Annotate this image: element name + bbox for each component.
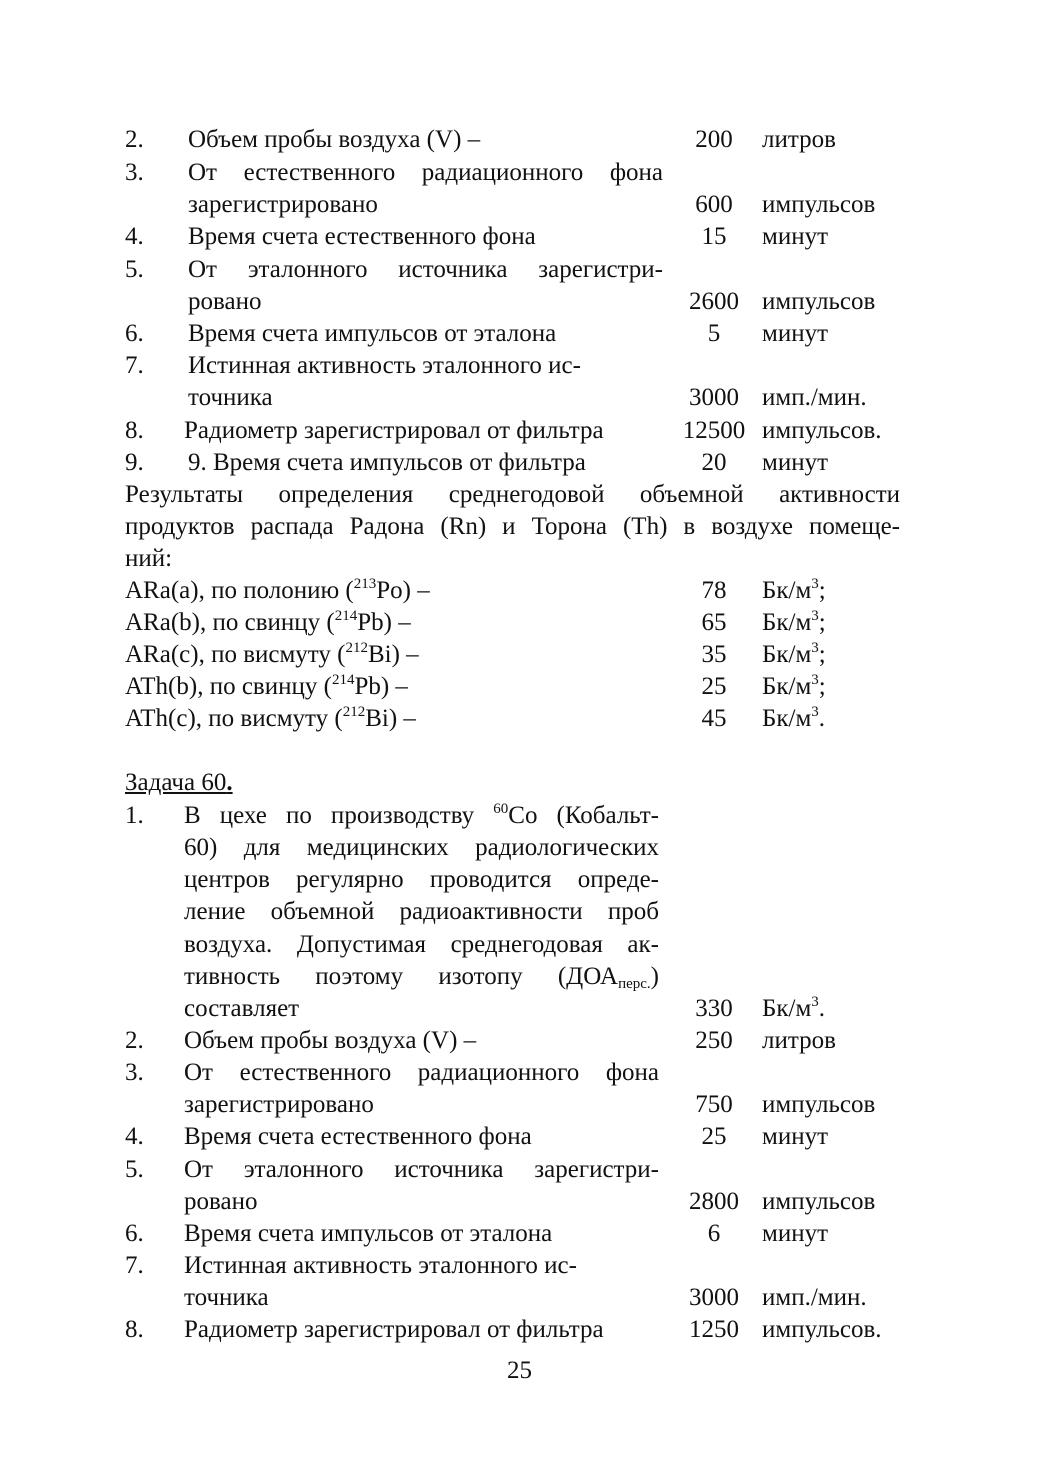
list-item-continuation — [0, 382, 1039, 414]
item-number: 4. — [125, 1123, 144, 1150]
item-number: 3. — [125, 1059, 144, 1086]
result-unit: $Бк/м^3$. — [762, 704, 826, 732]
list-item-continuation — [0, 832, 1039, 864]
item-text: Объем пробы воздуха (V) – — [188, 126, 481, 153]
list-item — [0, 350, 1039, 382]
list-item — [0, 318, 1039, 350]
item-text: От естественного радиационного фона — [184, 1059, 659, 1086]
results-intro — [125, 479, 900, 575]
result-label: ARa(a), по полонию ($^{213}$Po) – — [125, 576, 430, 604]
item-text: Радиометр зарегистрировал от фильтра — [184, 417, 604, 444]
list-item — [0, 1154, 1039, 1186]
item-value: 25 — [701, 1123, 727, 1150]
item-text: составляет — [184, 995, 300, 1022]
item-text: центров регулярно проводится опреде- — [184, 866, 659, 893]
item-unit: минут — [762, 320, 829, 347]
item-text: Истинная активность эталонного ис- — [188, 352, 581, 379]
item-value: 750 — [695, 1091, 733, 1118]
result-row — [0, 703, 1039, 735]
paragraph-line: продуктов распада Радона (Rn) и Торона (Th) в воздухе помеще- — [125, 513, 900, 540]
item-number: 4. — [125, 223, 144, 250]
list-item-continuation — [0, 286, 1039, 318]
item-text: Время счета импульсов от эталона — [188, 320, 557, 347]
item-unit: импульсов. — [762, 1316, 882, 1343]
item-value: 15 — [701, 223, 727, 250]
list-item-continuation — [0, 1186, 1039, 1218]
list-item — [0, 800, 1039, 832]
item-unit: импульсов — [762, 288, 876, 315]
item-number: 8. — [125, 417, 144, 444]
item-unit: импульсов — [762, 1091, 876, 1118]
item-unit: имп./мин. — [762, 384, 867, 411]
result-unit: $Бк/м^3$; — [762, 608, 826, 636]
item-text: Радиометр зарегистрировал от фильтра — [184, 1316, 604, 1343]
item-number: 8. — [125, 1316, 144, 1343]
item-value: 250 — [695, 1027, 733, 1054]
list-item-continuation — [0, 993, 1039, 1025]
item-text: От естественного радиационного фона — [188, 159, 663, 186]
item-text: От эталонного источника зарегистри- — [188, 256, 663, 283]
result-value: 78 — [701, 577, 727, 604]
result-value: 25 — [701, 673, 727, 700]
list-item-continuation — [0, 1089, 1039, 1121]
item-value: 600 — [695, 191, 733, 218]
item-unit: импульсов — [762, 1188, 876, 1215]
list-item — [0, 415, 1039, 447]
item-text: Время счета импульсов от эталона — [184, 1220, 553, 1247]
result-value: 35 — [701, 641, 727, 668]
result-row — [0, 607, 1039, 639]
item-text: зарегистрировано — [184, 1091, 374, 1118]
list-item — [0, 1314, 1039, 1346]
list-item — [0, 1025, 1039, 1057]
result-label: ARa(b), по свинцу ($^{214}$Pb) – — [125, 608, 411, 636]
list-item — [0, 1250, 1039, 1282]
task-title: Задача 60. — [125, 769, 233, 796]
item-unit: минут — [762, 223, 829, 250]
list-item-continuation — [0, 864, 1039, 896]
paragraph-line: Результаты определения среднегодовой объемной активности — [125, 481, 900, 508]
result-label: ATh(c), по висмуту ($^{212}$Bi) – — [125, 704, 416, 732]
item-text: ровано — [188, 288, 262, 315]
list-item-continuation — [0, 1282, 1039, 1314]
item-text: точника — [184, 1284, 269, 1311]
result-row — [0, 575, 1039, 607]
item-text: зарегистрировано — [188, 191, 378, 218]
item-text: воздуха. Допустимая среднегодовая ак- — [184, 931, 659, 958]
item-number: 6. — [125, 320, 144, 347]
list-item-continuation — [0, 189, 1039, 221]
item-text: тивность поэтому изотопу $(ДОА_{перс.})$ — [184, 963, 659, 992]
list-item — [0, 124, 1039, 156]
item-text: 9. Время счета импульсов от фильтра — [188, 449, 586, 476]
item-value: 1250 — [689, 1316, 739, 1343]
item-number: 2. — [125, 1027, 144, 1054]
item-value: 330 — [695, 995, 733, 1022]
item-unit: имп./мин. — [762, 1284, 867, 1311]
item-text: точника — [188, 384, 273, 411]
list-item-continuation — [0, 896, 1039, 928]
list-item — [0, 1121, 1039, 1153]
item-number: 2. — [125, 126, 144, 153]
result-value: 45 — [701, 705, 727, 732]
page-footer — [0, 1355, 1039, 1387]
item-value: 3000 — [689, 384, 739, 411]
result-row — [0, 671, 1039, 703]
item-value: 12500 — [682, 417, 746, 444]
item-text: ление объемной радиоактивности проб — [184, 898, 659, 925]
list-item — [0, 1057, 1039, 1089]
item-unit: $Бк/м^3$. — [762, 994, 826, 1022]
item-text: 60) для медицинских радиологических — [184, 834, 659, 861]
list-item — [0, 157, 1039, 189]
item-number: 1. — [125, 802, 144, 829]
item-number: 3. — [125, 159, 144, 186]
item-number: 6. — [125, 1220, 144, 1247]
item-value: 2600 — [689, 288, 739, 315]
item-number: 5. — [125, 256, 144, 283]
list-item-continuation — [0, 961, 1039, 993]
item-text: Время счета естественного фона — [184, 1123, 532, 1150]
list-item — [0, 221, 1039, 253]
task-heading — [0, 767, 1039, 799]
item-value: 3000 — [689, 1284, 739, 1311]
item-number: 9. — [125, 449, 144, 476]
item-unit: импульсов. — [762, 417, 882, 444]
result-row — [0, 639, 1039, 671]
item-number: 7. — [125, 1252, 144, 1279]
paragraph-line: ний: — [125, 545, 173, 572]
item-text: Объем пробы воздуха (V) – — [184, 1027, 477, 1054]
item-unit: минут — [762, 1123, 829, 1150]
list-item — [0, 447, 1039, 479]
item-text: От эталонного источника зарегистри- — [184, 1156, 659, 1183]
item-unit: литров — [762, 126, 836, 153]
result-unit: $Бк/м^3$; — [762, 576, 826, 604]
item-text: ровано — [184, 1188, 258, 1215]
result-label: ATh(b), по свинцу ($^{214}$Pb) – — [125, 672, 408, 700]
item-unit: минут — [762, 1220, 829, 1247]
item-value: 20 — [701, 449, 727, 476]
result-value: 65 — [701, 609, 727, 636]
list-item-continuation — [0, 929, 1039, 961]
item-text: Время счета естественного фона — [188, 223, 536, 250]
item-value: 200 — [695, 126, 733, 153]
item-value: 6 — [707, 1220, 721, 1247]
item-value: 5 — [707, 320, 721, 347]
item-unit: импульсов — [762, 191, 876, 218]
list-item — [0, 1218, 1039, 1250]
item-unit: минут — [762, 449, 829, 476]
item-number: 5. — [125, 1156, 144, 1183]
item-number: 7. — [125, 352, 144, 379]
item-unit: литров — [762, 1027, 836, 1054]
result-label: ARa(c), по висмуту ($^{212}$Bi) – — [125, 640, 419, 668]
page-number: 25 — [507, 1357, 532, 1384]
result-unit: $Бк/м^3$; — [762, 672, 826, 700]
item-value: 2800 — [689, 1188, 739, 1215]
list-item — [0, 254, 1039, 286]
result-unit: $Бк/м^3$; — [762, 640, 826, 668]
item-text: Истинная активность эталонного ис- — [184, 1252, 577, 1279]
item-text: В цехе по производству $^{60}$Co (Кобальт- — [184, 801, 659, 829]
